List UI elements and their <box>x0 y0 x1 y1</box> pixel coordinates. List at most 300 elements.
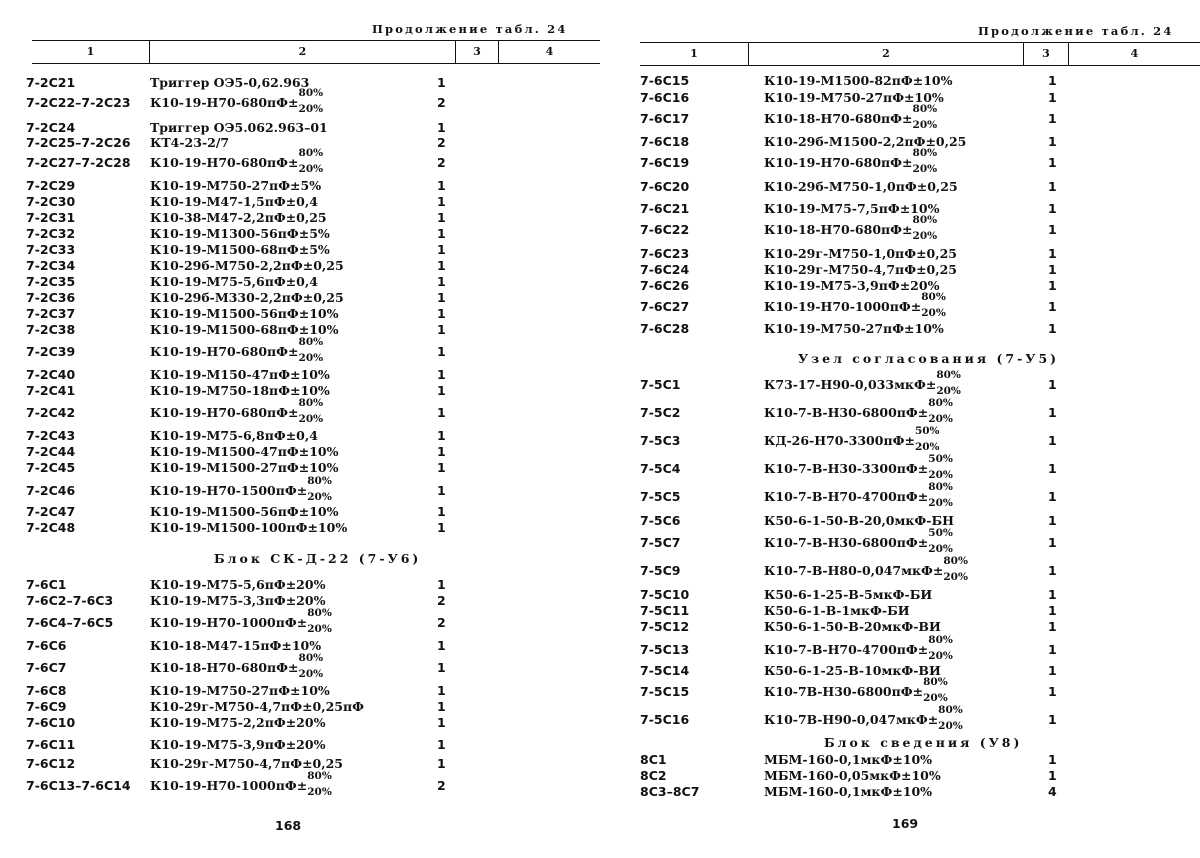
table-row <box>600 784 1200 802</box>
table-header <box>640 42 1200 66</box>
component-text: К10-29г-М750-1,0пФ±0,25 <box>764 246 957 261</box>
component-text: К10-7-В-Н70-4700пФ <box>764 642 918 657</box>
cell-designation: 7-2С31 <box>26 210 76 225</box>
tolerance <box>307 770 332 798</box>
component-text: К10-19-М47-1,5пФ±0,4 <box>150 194 318 209</box>
tolerance-upper: 50% <box>928 453 953 465</box>
tolerance <box>928 481 953 509</box>
right-page <box>600 0 1200 858</box>
tolerance-lower: 20% <box>938 720 963 732</box>
tolerance-upper: 80% <box>912 147 938 159</box>
cell-quantity: 1 <box>437 660 446 675</box>
cell-component <box>764 513 954 528</box>
cell-quantity: 1 <box>437 460 446 475</box>
cell-designation: 7-6С9 <box>26 699 67 714</box>
cell-quantity: 1 <box>1048 90 1057 105</box>
cell-quantity: 1 <box>1048 752 1057 767</box>
tolerance <box>928 527 953 555</box>
component-text: К10-19-М75-5,6пФ±20% <box>150 577 326 592</box>
tolerance-upper: 50% <box>928 527 953 539</box>
tolerance-lower: 20% <box>928 469 953 481</box>
component-text: К10-19-М150-47пФ±10% <box>150 367 330 382</box>
tolerance-upper: 80% <box>928 397 953 409</box>
cell-component <box>150 715 325 730</box>
tolerance-upper: 80% <box>921 291 946 303</box>
tolerance-lower: 20% <box>923 692 948 704</box>
component-text: К10-19-М750-27пФ±5% <box>150 178 322 193</box>
cell-quantity: 1 <box>437 715 446 730</box>
cell-quantity: 2 <box>437 135 446 150</box>
cell-quantity: 1 <box>437 383 446 398</box>
cell-component <box>150 520 347 535</box>
component-text: МБМ-160-0,05мкФ±10% <box>764 768 941 783</box>
cell-quantity: 1 <box>437 210 446 225</box>
component-text: К10-19-М75-3,9пФ±20% <box>150 737 326 752</box>
component-text: К50-6-1-50-В-20,0мкФ-БН <box>764 513 954 528</box>
component-text: К10-19-Н70-680пФ <box>764 155 903 170</box>
cell-quantity: 1 <box>437 367 446 382</box>
cell-component <box>150 178 321 193</box>
plus-minus-sign: ± <box>912 684 924 699</box>
tolerance <box>298 652 324 680</box>
tolerance-lower: 20% <box>307 623 332 635</box>
plus-minus-sign: ± <box>296 615 308 630</box>
cell-designation: 8С2 <box>640 768 667 783</box>
tolerance <box>938 704 963 732</box>
cell-component <box>150 147 324 175</box>
tolerance-lower: 20% <box>912 119 938 131</box>
section-title-2: Блок сведения (У8) <box>824 735 1023 750</box>
cell-component <box>764 291 946 319</box>
cell-designation: 7-2С30 <box>26 194 76 209</box>
tolerance-upper: 80% <box>298 397 324 409</box>
component-text: К73-17-Н90-0,033мкФ <box>764 377 926 392</box>
tolerance <box>943 555 968 583</box>
table-row <box>0 147 600 175</box>
cell-quantity: 1 <box>437 344 446 359</box>
table-row <box>0 87 600 115</box>
table-row <box>600 481 1200 509</box>
tolerance-lower: 20% <box>912 230 938 242</box>
tolerance <box>307 607 332 635</box>
cell-designation: 7-2С34 <box>26 258 76 273</box>
cell-quantity: 1 <box>1048 712 1057 727</box>
cell-quantity: 1 <box>437 258 446 273</box>
plus-minus-sign: ± <box>927 712 939 727</box>
cell-designation: 7-6С18 <box>640 134 690 149</box>
component-text: К10-19-М75-6,8пФ±0,4 <box>150 428 318 443</box>
table-row <box>0 460 600 478</box>
component-text: КД-26-Н70-3300пФ <box>764 433 905 448</box>
component-text: К10-19-Н70-680пФ <box>150 155 289 170</box>
cell-quantity: 1 <box>1048 134 1057 149</box>
cell-component <box>150 274 318 289</box>
cell-component <box>764 603 910 618</box>
cell-quantity: 1 <box>437 75 446 90</box>
cell-quantity: 1 <box>437 290 446 305</box>
cell-component <box>150 428 318 443</box>
table-row <box>600 397 1200 425</box>
component-text: К50-6-1-В-1мкФ-БИ <box>764 603 910 618</box>
cell-quantity: 1 <box>437 520 446 535</box>
tolerance-lower: 20% <box>936 385 961 397</box>
cell-designation: 7-5С2 <box>640 405 681 420</box>
cell-quantity: 2 <box>437 155 446 170</box>
cell-component <box>764 481 953 509</box>
component-text: К50-6-1-25-В-5мкФ-БИ <box>764 587 933 602</box>
cell-designation: 7-5С16 <box>640 712 690 727</box>
component-text: К10-19-Н70-680пФ <box>150 95 289 110</box>
component-text: К10-19-М75-5,6пФ±0,4 <box>150 274 318 289</box>
cell-designation: 7-6С6 <box>26 638 67 653</box>
cell-component <box>150 577 325 592</box>
cell-component <box>150 460 339 475</box>
cell-designation: 7-6С19 <box>640 155 690 170</box>
cell-quantity: 1 <box>1048 619 1057 634</box>
cell-component <box>150 242 330 257</box>
cell-quantity: 1 <box>1048 155 1057 170</box>
component-text: К10-7-В-Н70-4700пФ <box>764 489 918 504</box>
cell-component <box>150 683 330 698</box>
tolerance-lower: 20% <box>298 352 324 364</box>
cell-component <box>150 383 330 398</box>
cell-designation: 7-2С46 <box>26 483 76 498</box>
cell-quantity: 2 <box>437 95 446 110</box>
cell-quantity: 1 <box>437 638 446 653</box>
tolerance <box>928 397 953 425</box>
tolerance-lower: 20% <box>928 543 953 555</box>
component-text: К10-18-Н70-680пФ <box>764 222 903 237</box>
plus-minus-sign: ± <box>288 155 299 170</box>
cell-quantity: 1 <box>1048 73 1057 88</box>
tolerance-upper: 80% <box>298 87 324 99</box>
cell-quantity: 1 <box>1048 433 1057 448</box>
header-col-1: 1 <box>690 47 698 60</box>
table-row <box>600 103 1200 131</box>
component-text: К10-29г-М750-4,7пФ±0,25 <box>764 262 957 277</box>
cell-quantity: 1 <box>1048 201 1057 216</box>
component-text: К50-6-1-50-В-20мкФ-ВИ <box>764 619 941 634</box>
table-row <box>600 134 1200 152</box>
table-row <box>600 201 1200 219</box>
cell-quantity: 2 <box>437 778 446 793</box>
table-row <box>0 756 600 774</box>
cell-designation: 7-6С16 <box>640 90 690 105</box>
component-text: К10-19-М1500-100пФ±10% <box>150 520 348 535</box>
table-header <box>32 40 600 64</box>
cell-component <box>150 258 344 273</box>
cell-designation: 7-5С4 <box>640 461 681 476</box>
cell-component <box>764 634 953 662</box>
component-text: К10-19-М1500-56пФ±10% <box>150 306 339 321</box>
table-row <box>600 90 1200 108</box>
component-text: К10-19-Н70-680пФ <box>150 405 289 420</box>
tolerance-upper: 80% <box>938 704 963 716</box>
cell-quantity: 2 <box>437 593 446 608</box>
component-text: К10-18-М47-15пФ±10% <box>150 638 322 653</box>
cell-quantity: 1 <box>1048 461 1057 476</box>
tolerance-lower: 20% <box>298 668 324 680</box>
component-text: К10-7-В-Н80-0,047мкФ <box>764 563 933 578</box>
table-row <box>0 652 600 680</box>
plus-minus-sign: ± <box>288 660 299 675</box>
cell-quantity: 1 <box>1048 603 1057 618</box>
cell-quantity: 1 <box>437 306 446 321</box>
cell-component <box>150 475 332 503</box>
tolerance-upper: 80% <box>307 770 332 782</box>
component-text: К10-19-Н70-680пФ <box>150 344 289 359</box>
tolerance-upper: 50% <box>914 425 940 437</box>
cell-designation: 7-6С11 <box>26 737 76 752</box>
cell-quantity: 1 <box>437 178 446 193</box>
cell-component <box>764 555 968 583</box>
cell-designation: 7-5С12 <box>640 619 690 634</box>
table-row <box>600 147 1200 175</box>
cell-component <box>150 367 330 382</box>
tolerance-lower: 20% <box>912 163 938 175</box>
cell-component <box>150 397 324 425</box>
component-text: К10-19-Н70-1000пФ <box>764 299 911 314</box>
cell-quantity: 1 <box>1048 642 1057 657</box>
table-row <box>600 214 1200 242</box>
component-text: К10-19-М750-27пФ±10% <box>764 321 944 336</box>
tolerance <box>912 103 938 131</box>
table-row <box>600 179 1200 197</box>
component-text: К10-19-М1500-68пФ±10% <box>150 322 339 337</box>
cell-designation: 7-5С1 <box>640 377 681 392</box>
cell-component <box>150 336 324 364</box>
tolerance-lower: 20% <box>928 650 953 662</box>
table-row <box>0 737 600 755</box>
cell-component <box>150 699 364 714</box>
cell-designation: 7-5С7 <box>640 535 681 550</box>
tolerance-lower: 20% <box>307 491 332 503</box>
component-text: К10-38-М47-2,2пФ±0,25 <box>150 210 327 225</box>
cell-component <box>150 306 339 321</box>
cell-designation: 7-6С20 <box>640 179 690 194</box>
cell-designation: 7-2С36 <box>26 290 76 305</box>
cell-component <box>764 619 941 634</box>
header-col-4: 4 <box>498 41 600 63</box>
plus-minus-sign: ± <box>296 483 308 498</box>
cell-quantity: 1 <box>1048 768 1057 783</box>
cell-component <box>764 214 938 242</box>
cell-designation: 7-2С27–7-2С28 <box>26 155 131 170</box>
table-row <box>600 619 1200 637</box>
cell-designation: 7-6С8 <box>26 683 67 698</box>
plus-minus-sign: ± <box>925 377 937 392</box>
component-text: К10-29г-М750-4,7пФ±0,25 <box>150 756 343 771</box>
plus-minus-sign: ± <box>917 405 929 420</box>
cell-quantity: 1 <box>1048 684 1057 699</box>
cell-designation: 7-6С10 <box>26 715 76 730</box>
section-title: Блок СК-Д-22 (7-У6) <box>214 551 422 566</box>
cell-quantity: 1 <box>1048 179 1057 194</box>
cell-quantity: 1 <box>1048 513 1057 528</box>
component-text: К10-29б-М330-2,2пФ±0,25 <box>150 290 344 305</box>
table-row <box>0 520 600 538</box>
component-text: К10-19-М1300-56пФ±5% <box>150 226 330 241</box>
cell-designation: 7-2С39 <box>26 344 76 359</box>
cell-quantity: 1 <box>1048 489 1057 504</box>
cell-component <box>150 638 321 653</box>
page-number: 168 <box>275 818 302 833</box>
table-row <box>0 770 600 798</box>
cell-quantity: 1 <box>437 242 446 257</box>
cell-designation: 7-5С5 <box>640 489 681 504</box>
header-col-1: 1 <box>86 45 95 58</box>
table-row <box>600 453 1200 481</box>
cell-designation: 7-2С40 <box>26 367 76 382</box>
cell-quantity: 1 <box>1048 262 1057 277</box>
tolerance-upper: 80% <box>928 481 953 493</box>
cell-designation: 7-2С38 <box>26 322 76 337</box>
cell-quantity: 1 <box>1048 377 1057 392</box>
cell-designation: 7-5С13 <box>640 642 690 657</box>
cell-quantity: 1 <box>1048 563 1057 578</box>
tolerance-lower: 20% <box>928 413 953 425</box>
cell-component <box>764 663 941 678</box>
cell-designation: 7-2С45 <box>26 460 76 475</box>
cell-designation: 7-6С15 <box>640 73 690 88</box>
component-text: К10-19-Н70-1500пФ <box>150 483 297 498</box>
cell-designation: 7-2С33 <box>26 242 76 257</box>
component-text: К10-19-М75-2,2пФ±20% <box>150 715 326 730</box>
component-text: К50-6-1-25-В-10мкФ-ВИ <box>764 663 941 678</box>
cell-quantity: 1 <box>437 756 446 771</box>
cell-quantity: 2 <box>437 615 446 630</box>
tolerance <box>928 634 953 662</box>
tolerance <box>298 87 324 115</box>
component-text: Триггер ОЭ5.062.963–01 <box>150 120 328 135</box>
tolerance-lower: 20% <box>914 441 940 453</box>
cell-designation: 7-5С15 <box>640 684 690 699</box>
tolerance <box>921 291 946 319</box>
component-text: К10-7-В-Н30-3300пФ <box>764 461 918 476</box>
cell-quantity: 1 <box>437 405 446 420</box>
component-text: К10-7В-Н30-6800пФ <box>764 684 913 699</box>
table-row <box>0 336 600 364</box>
component-text: К10-19-Н70-1000пФ <box>150 615 297 630</box>
plus-minus-sign: ± <box>288 95 299 110</box>
tolerance-upper: 80% <box>923 676 948 688</box>
plus-minus-sign: ± <box>902 155 913 170</box>
cell-quantity: 1 <box>1048 278 1057 293</box>
component-text: МБМ-160-0,1мкФ±10% <box>764 784 933 799</box>
tolerance-upper: 80% <box>307 607 332 619</box>
table-row <box>600 527 1200 555</box>
component-text: К10-19-М1500-82пФ±10% <box>764 73 953 88</box>
table-row <box>0 715 600 733</box>
cell-designation: 7-2С35 <box>26 274 76 289</box>
cell-component <box>150 652 324 680</box>
cell-designation: 7-5С11 <box>640 603 690 618</box>
tolerance-upper: 80% <box>936 369 961 381</box>
component-text: К10-29б-М1500-2,2пФ±0,25 <box>764 134 967 149</box>
cell-quantity: 1 <box>1048 405 1057 420</box>
cell-designation: 7-6С27 <box>640 299 690 314</box>
cell-component <box>764 179 958 194</box>
cell-component <box>764 369 961 397</box>
cell-component <box>150 87 324 115</box>
cell-component <box>150 322 339 337</box>
tolerance-lower: 20% <box>298 413 324 425</box>
cell-component <box>150 120 328 135</box>
cell-designation: 7-6С12 <box>26 756 76 771</box>
cell-component <box>150 194 318 209</box>
tolerance-upper: 80% <box>912 103 938 115</box>
component-text: К10-29г-М750-4,7пФ±0,25пФ <box>150 699 364 714</box>
cell-component <box>150 770 332 798</box>
cell-quantity: 1 <box>437 577 446 592</box>
tolerance-upper: 80% <box>928 634 953 646</box>
cell-quantity: 1 <box>1048 222 1057 237</box>
component-text: К10-19-М75-7,5пФ±10% <box>764 201 940 216</box>
cell-quantity: 1 <box>1048 663 1057 678</box>
cell-quantity: 1 <box>1048 321 1057 336</box>
cell-designation: 7-6С13–7-6С14 <box>26 778 131 793</box>
cell-designation: 7-2С41 <box>26 383 76 398</box>
cell-component <box>150 75 309 90</box>
plus-minus-sign: ± <box>932 563 944 578</box>
component-text: Триггер ОЭ5-0,62.963 <box>150 75 310 90</box>
cell-component <box>150 210 327 225</box>
cell-quantity: 1 <box>1048 299 1057 314</box>
table-row <box>600 321 1200 339</box>
component-text: К10-19-М1500-47пФ±10% <box>150 444 339 459</box>
table-row <box>600 513 1200 531</box>
cell-component <box>764 73 953 88</box>
cell-designation: 7-6С23 <box>640 246 690 261</box>
table-row <box>600 663 1200 681</box>
cell-designation: 7-2С43 <box>26 428 76 443</box>
cell-component <box>150 226 330 241</box>
cell-component <box>150 290 344 305</box>
component-text: К10-7-В-Н30-6800пФ <box>764 535 918 550</box>
tolerance <box>307 475 332 503</box>
component-text: КТ4-23-2/7 <box>150 135 230 150</box>
plus-minus-sign: ± <box>296 778 308 793</box>
table-row <box>600 634 1200 662</box>
table-row <box>0 475 600 503</box>
plus-minus-sign: ± <box>904 433 915 448</box>
table-row <box>600 278 1200 296</box>
cell-component <box>150 607 332 635</box>
cell-designation: 7-6С1 <box>26 577 67 592</box>
header-col-2: 2 <box>149 41 455 63</box>
cell-component <box>764 453 953 481</box>
tolerance-lower: 20% <box>943 571 968 583</box>
tolerance <box>912 214 938 242</box>
cell-quantity: 1 <box>437 194 446 209</box>
cell-designation: 7-5С14 <box>640 663 690 678</box>
header-col-3: 3 <box>455 41 498 63</box>
tolerance-upper: 80% <box>307 475 332 487</box>
table-row <box>600 704 1200 732</box>
tolerance <box>928 453 953 481</box>
cell-designation: 7-6С17 <box>640 111 690 126</box>
plus-minus-sign: ± <box>917 535 929 550</box>
cell-quantity: 1 <box>437 444 446 459</box>
table-row <box>600 425 1200 453</box>
header-col-4: 4 <box>1068 43 1200 65</box>
plus-minus-sign: ± <box>288 344 299 359</box>
cell-component <box>764 278 939 293</box>
cell-designation: 7-2С48 <box>26 520 76 535</box>
cell-designation: 8С3–8С7 <box>640 784 700 799</box>
cell-designation: 7-2С42 <box>26 405 76 420</box>
tolerance <box>298 336 324 364</box>
